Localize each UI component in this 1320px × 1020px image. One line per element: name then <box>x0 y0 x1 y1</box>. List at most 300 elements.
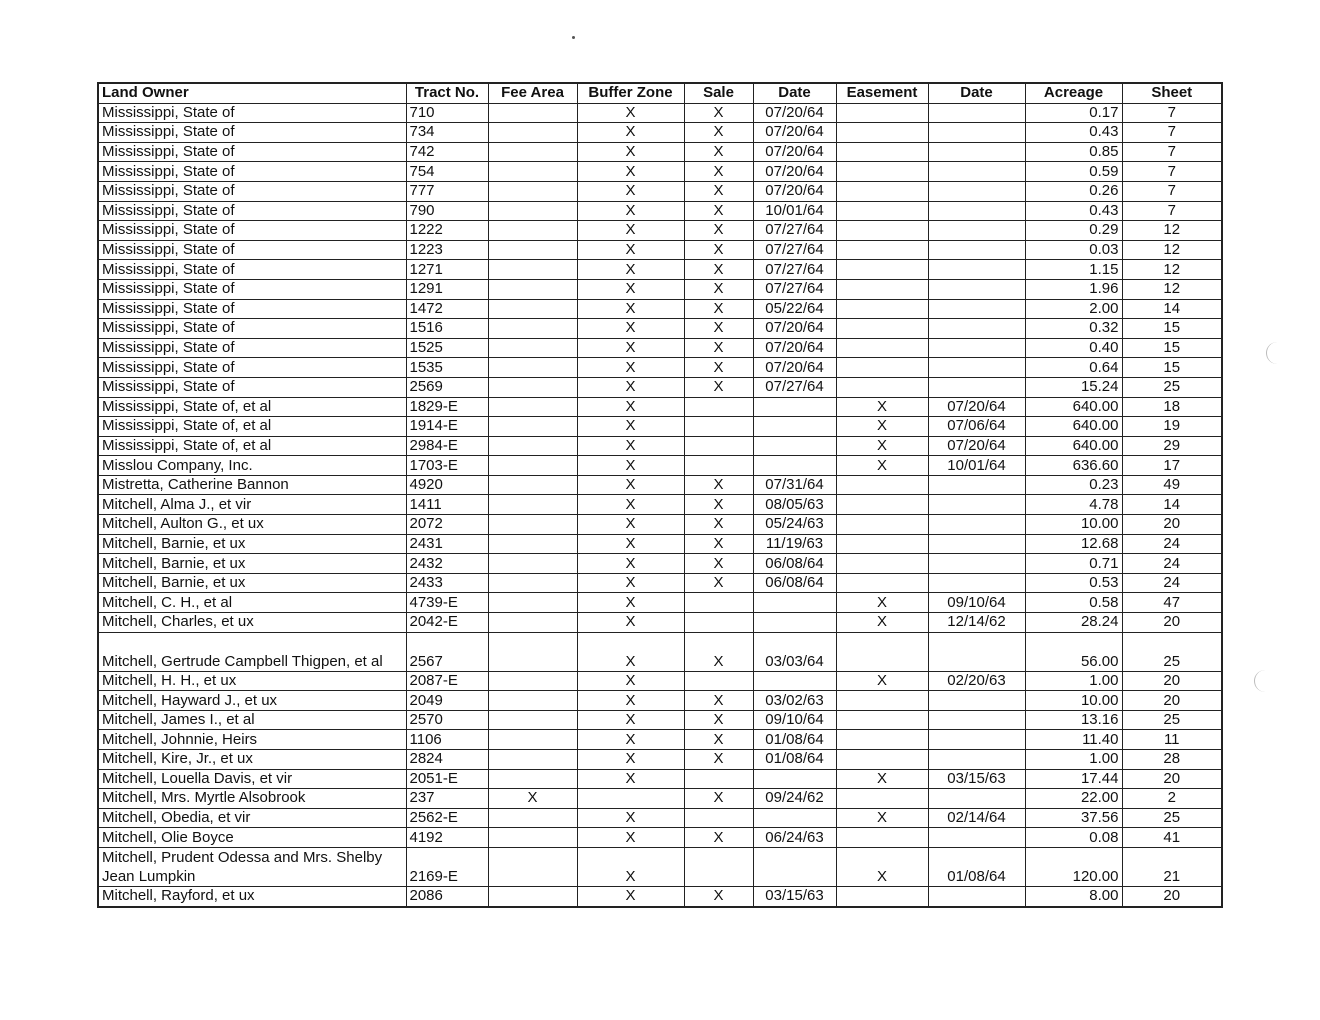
acreage-cell: 17.44 <box>1025 769 1122 789</box>
sheet-cell: 25 <box>1122 808 1222 828</box>
land-owner-cell: Mississippi, State of <box>98 260 406 280</box>
land-owner-cell: Mitchell, Obedia, et vir <box>98 808 406 828</box>
acreage-cell: 28.24 <box>1025 613 1122 633</box>
tract-no-cell: 754 <box>406 162 488 182</box>
sale-cell: X <box>684 338 753 358</box>
acreage-cell: 640.00 <box>1025 397 1122 417</box>
buffer-zone-cell: X <box>577 338 684 358</box>
sale-date-cell: 07/27/64 <box>753 260 836 280</box>
easement-cell <box>836 828 928 848</box>
sheet-cell: 25 <box>1122 632 1222 671</box>
sheet-cell: 7 <box>1122 201 1222 221</box>
sheet-cell: 25 <box>1122 377 1222 397</box>
table-row <box>98 397 1222 417</box>
easement-cell <box>836 886 928 906</box>
header-fee-area: Fee Area <box>488 83 577 103</box>
acreage-cell: 0.40 <box>1025 338 1122 358</box>
sale-cell: X <box>684 828 753 848</box>
acreage-cell: 0.29 <box>1025 221 1122 241</box>
table-row <box>98 730 1222 750</box>
buffer-zone-cell: X <box>577 456 684 476</box>
tract-no-cell: 4920 <box>406 475 488 495</box>
table-row <box>98 593 1222 613</box>
sale-cell: X <box>684 181 753 201</box>
buffer-zone-cell: X <box>577 730 684 750</box>
sheet-cell: 18 <box>1122 397 1222 417</box>
acreage-cell: 120.00 <box>1025 847 1122 886</box>
sale-cell: X <box>684 123 753 143</box>
fee-area-cell <box>488 201 577 221</box>
fee-area-cell <box>488 260 577 280</box>
fee-area-cell <box>488 515 577 535</box>
sale-cell <box>684 847 753 886</box>
tract-no-cell: 2431 <box>406 534 488 554</box>
land-owner-cell: Mitchell, Aulton G., et ux <box>98 515 406 535</box>
land-owner-cell: Mitchell, Prudent Odessa and Mrs. Shelby Jean Lumpkin <box>98 847 406 886</box>
table-row <box>98 181 1222 201</box>
fee-area-cell <box>488 279 577 299</box>
sale-cell: X <box>684 279 753 299</box>
sheet-cell: 7 <box>1122 162 1222 182</box>
sale-cell <box>684 417 753 437</box>
tract-no-cell: 710 <box>406 103 488 123</box>
land-owner-cell: Mitchell, Louella Davis, et vir <box>98 769 406 789</box>
header-acreage: Acreage <box>1025 83 1122 103</box>
table-row <box>98 456 1222 476</box>
easement-date-cell <box>928 750 1025 770</box>
sale-cell: X <box>684 886 753 906</box>
tract-no-cell: 2824 <box>406 750 488 770</box>
sale-date-cell: 07/20/64 <box>753 358 836 378</box>
table-row <box>98 358 1222 378</box>
easement-date-cell <box>928 181 1025 201</box>
table-row <box>98 299 1222 319</box>
fee-area-cell <box>488 181 577 201</box>
fee-area-cell <box>488 828 577 848</box>
tract-no-cell: 4739-E <box>406 593 488 613</box>
fee-area-cell <box>488 123 577 143</box>
sale-date-cell <box>753 436 836 456</box>
acreage-cell: 1.15 <box>1025 260 1122 280</box>
buffer-zone-cell: X <box>577 299 684 319</box>
acreage-cell: 0.17 <box>1025 103 1122 123</box>
sale-date-cell: 07/27/64 <box>753 279 836 299</box>
tract-no-cell: 2051-E <box>406 769 488 789</box>
acreage-cell: 0.08 <box>1025 828 1122 848</box>
acreage-cell: 0.71 <box>1025 554 1122 574</box>
sale-date-cell <box>753 417 836 437</box>
land-owner-cell: Mitchell, James I., et al <box>98 710 406 730</box>
sale-date-cell: 05/24/63 <box>753 515 836 535</box>
easement-date-cell <box>928 299 1025 319</box>
tract-no-cell: 2072 <box>406 515 488 535</box>
easement-cell <box>836 319 928 339</box>
sale-date-cell: 07/20/64 <box>753 162 836 182</box>
acreage-cell: 37.56 <box>1025 808 1122 828</box>
sheet-cell: 29 <box>1122 436 1222 456</box>
buffer-zone-cell: X <box>577 260 684 280</box>
sale-date-cell: 11/19/63 <box>753 534 836 554</box>
table-row <box>98 338 1222 358</box>
sheet-cell: 11 <box>1122 730 1222 750</box>
sale-cell: X <box>684 260 753 280</box>
table-row <box>98 632 1222 671</box>
sale-date-cell: 07/20/64 <box>753 103 836 123</box>
sale-date-cell <box>753 847 836 886</box>
easement-cell: X <box>836 436 928 456</box>
land-owner-cell: Mitchell, Gertrude Campbell Thigpen, et al <box>98 632 406 671</box>
easement-cell <box>836 221 928 241</box>
sheet-cell: 12 <box>1122 221 1222 241</box>
table-row <box>98 201 1222 221</box>
easement-cell <box>836 730 928 750</box>
easement-date-cell <box>928 710 1025 730</box>
easement-cell <box>836 201 928 221</box>
sheet-cell: 24 <box>1122 534 1222 554</box>
tract-no-cell: 2567 <box>406 632 488 671</box>
land-owner-cell: Mitchell, Kire, Jr., et ux <box>98 750 406 770</box>
land-owner-cell: Mistretta, Catherine Bannon <box>98 475 406 495</box>
tract-no-cell: 1291 <box>406 279 488 299</box>
sale-date-cell: 01/08/64 <box>753 730 836 750</box>
buffer-zone-cell: X <box>577 769 684 789</box>
fee-area-cell <box>488 319 577 339</box>
buffer-zone-cell: X <box>577 808 684 828</box>
sale-date-cell: 09/24/62 <box>753 789 836 809</box>
sheet-cell: 14 <box>1122 299 1222 319</box>
fee-area-cell <box>488 475 577 495</box>
sale-cell: X <box>684 632 753 671</box>
easement-date-cell <box>928 632 1025 671</box>
acreage-cell: 10.00 <box>1025 515 1122 535</box>
acreage-cell: 640.00 <box>1025 417 1122 437</box>
buffer-zone-cell: X <box>577 534 684 554</box>
sale-date-cell: 07/20/64 <box>753 142 836 162</box>
tract-no-cell: 237 <box>406 789 488 809</box>
acreage-cell: 11.40 <box>1025 730 1122 750</box>
easement-date-cell <box>928 828 1025 848</box>
land-owner-cell: Mitchell, Rayford, et ux <box>98 886 406 906</box>
sale-cell: X <box>684 554 753 574</box>
table-row <box>98 847 1222 886</box>
easement-cell <box>836 632 928 671</box>
fee-area-cell <box>488 769 577 789</box>
fee-area-cell <box>488 495 577 515</box>
tract-no-cell: 2049 <box>406 691 488 711</box>
fee-area-cell <box>488 671 577 691</box>
acreage-cell: 0.03 <box>1025 240 1122 260</box>
sale-cell: X <box>684 240 753 260</box>
sale-cell <box>684 613 753 633</box>
sheet-cell: 14 <box>1122 495 1222 515</box>
land-owner-cell: Mississippi, State of <box>98 240 406 260</box>
buffer-zone-cell: X <box>577 221 684 241</box>
easement-cell <box>836 377 928 397</box>
land-owner-cell: Mississippi, State of <box>98 201 406 221</box>
fee-area-cell <box>488 710 577 730</box>
table-row <box>98 377 1222 397</box>
buffer-zone-cell: X <box>577 397 684 417</box>
fee-area-cell <box>488 808 577 828</box>
fee-area-cell <box>488 240 577 260</box>
sale-date-cell: 07/20/64 <box>753 319 836 339</box>
tract-no-cell: 2984-E <box>406 436 488 456</box>
table-row <box>98 573 1222 593</box>
sheet-cell: 47 <box>1122 593 1222 613</box>
sale-cell: X <box>684 534 753 554</box>
buffer-zone-cell: X <box>577 162 684 182</box>
table-row <box>98 886 1222 906</box>
fee-area-cell <box>488 750 577 770</box>
land-owner-cell: Mitchell, Hayward J., et ux <box>98 691 406 711</box>
header-easement-date: Date <box>928 83 1025 103</box>
buffer-zone-cell: X <box>577 279 684 299</box>
fee-area-cell <box>488 142 577 162</box>
acreage-cell: 0.58 <box>1025 593 1122 613</box>
sale-cell: X <box>684 495 753 515</box>
header-sheet: Sheet <box>1122 83 1222 103</box>
sale-cell: X <box>684 162 753 182</box>
easement-date-cell: 09/10/64 <box>928 593 1025 613</box>
easement-date-cell <box>928 162 1025 182</box>
sale-date-cell: 03/02/63 <box>753 691 836 711</box>
header-easement: Easement <box>836 83 928 103</box>
land-owner-cell: Mitchell, Barnie, et ux <box>98 534 406 554</box>
buffer-zone-cell: X <box>577 142 684 162</box>
sale-cell <box>684 593 753 613</box>
sheet-cell: 20 <box>1122 515 1222 535</box>
buffer-zone-cell: X <box>577 632 684 671</box>
tract-no-cell: 2086 <box>406 886 488 906</box>
tract-no-cell: 2570 <box>406 710 488 730</box>
acreage-cell: 0.85 <box>1025 142 1122 162</box>
table-row <box>98 123 1222 143</box>
easement-date-cell <box>928 534 1025 554</box>
table-row <box>98 554 1222 574</box>
land-owner-cell: Mississippi, State of <box>98 181 406 201</box>
acreage-cell: 56.00 <box>1025 632 1122 671</box>
buffer-zone-cell: X <box>577 377 684 397</box>
buffer-zone-cell: X <box>577 613 684 633</box>
buffer-zone-cell: X <box>577 436 684 456</box>
easement-cell: X <box>836 417 928 437</box>
fee-area-cell: X <box>488 789 577 809</box>
land-owner-cell: Mississippi, State of <box>98 279 406 299</box>
table-row <box>98 417 1222 437</box>
sale-date-cell <box>753 456 836 476</box>
table-row <box>98 495 1222 515</box>
land-owner-cell: Mississippi, State of <box>98 162 406 182</box>
easement-cell: X <box>836 671 928 691</box>
easement-cell <box>836 162 928 182</box>
header-sale-date: Date <box>753 83 836 103</box>
buffer-zone-cell: X <box>577 710 684 730</box>
sheet-cell: 24 <box>1122 573 1222 593</box>
table-row <box>98 828 1222 848</box>
easement-date-cell: 02/20/63 <box>928 671 1025 691</box>
easement-date-cell <box>928 201 1025 221</box>
easement-cell: X <box>836 613 928 633</box>
sheet-cell: 41 <box>1122 828 1222 848</box>
table-row <box>98 162 1222 182</box>
sale-cell <box>684 671 753 691</box>
buffer-zone-cell: X <box>577 181 684 201</box>
land-owner-cell: Mississippi, State of <box>98 221 406 241</box>
tract-no-cell: 1535 <box>406 358 488 378</box>
tract-no-cell: 1222 <box>406 221 488 241</box>
fee-area-cell <box>488 613 577 633</box>
table-row <box>98 710 1222 730</box>
sheet-cell: 12 <box>1122 240 1222 260</box>
sale-cell <box>684 769 753 789</box>
fee-area-cell <box>488 456 577 476</box>
easement-date-cell <box>928 358 1025 378</box>
easement-date-cell: 10/01/64 <box>928 456 1025 476</box>
fee-area-cell <box>488 417 577 437</box>
sale-cell: X <box>684 377 753 397</box>
acreage-cell: 1.00 <box>1025 750 1122 770</box>
sheet-cell: 12 <box>1122 279 1222 299</box>
easement-date-cell: 01/08/64 <box>928 847 1025 886</box>
fee-area-cell <box>488 847 577 886</box>
tract-no-cell: 1411 <box>406 495 488 515</box>
sale-cell <box>684 436 753 456</box>
tract-no-cell: 2432 <box>406 554 488 574</box>
easement-cell <box>836 338 928 358</box>
acreage-cell: 0.23 <box>1025 475 1122 495</box>
easement-date-cell: 02/14/64 <box>928 808 1025 828</box>
land-owner-cell: Mitchell, H. H., et ux <box>98 671 406 691</box>
sale-cell: X <box>684 691 753 711</box>
easement-date-cell: 07/06/64 <box>928 417 1025 437</box>
easement-date-cell <box>928 338 1025 358</box>
buffer-zone-cell: X <box>577 495 684 515</box>
acreage-cell: 10.00 <box>1025 691 1122 711</box>
acreage-cell: 15.24 <box>1025 377 1122 397</box>
header-row <box>98 83 1222 103</box>
easement-cell <box>836 534 928 554</box>
land-owner-cell: Mitchell, Olie Boyce <box>98 828 406 848</box>
table-row <box>98 221 1222 241</box>
buffer-zone-cell: X <box>577 240 684 260</box>
sheet-cell: 7 <box>1122 123 1222 143</box>
fee-area-cell <box>488 886 577 906</box>
tract-no-cell: 2433 <box>406 573 488 593</box>
sheet-cell: 25 <box>1122 710 1222 730</box>
table-row <box>98 769 1222 789</box>
land-owner-cell: Mississippi, State of, et al <box>98 436 406 456</box>
sale-date-cell <box>753 671 836 691</box>
fee-area-cell <box>488 162 577 182</box>
sale-date-cell: 10/01/64 <box>753 201 836 221</box>
easement-cell <box>836 240 928 260</box>
easement-cell <box>836 358 928 378</box>
sale-cell: X <box>684 201 753 221</box>
easement-date-cell <box>928 377 1025 397</box>
land-owner-cell: Mitchell, Charles, et ux <box>98 613 406 633</box>
sale-date-cell: 06/24/63 <box>753 828 836 848</box>
land-owner-cell: Mitchell, Alma J., et vir <box>98 495 406 515</box>
fee-area-cell <box>488 103 577 123</box>
acreage-cell: 0.43 <box>1025 201 1122 221</box>
buffer-zone-cell: X <box>577 750 684 770</box>
sale-cell: X <box>684 475 753 495</box>
easement-date-cell <box>928 475 1025 495</box>
sheet-cell: 15 <box>1122 358 1222 378</box>
acreage-cell: 8.00 <box>1025 886 1122 906</box>
table-row <box>98 671 1222 691</box>
buffer-zone-cell: X <box>577 691 684 711</box>
easement-cell <box>836 123 928 143</box>
header-buffer-zone: Buffer Zone <box>577 83 684 103</box>
scan-speck <box>572 36 575 39</box>
easement-date-cell <box>928 142 1025 162</box>
easement-date-cell <box>928 554 1025 574</box>
table-row <box>98 436 1222 456</box>
tract-no-cell: 2042-E <box>406 613 488 633</box>
acreage-cell: 13.16 <box>1025 710 1122 730</box>
sheet-cell: 20 <box>1122 691 1222 711</box>
land-owner-cell: Mississippi, State of <box>98 123 406 143</box>
sheet-cell: 21 <box>1122 847 1222 886</box>
easement-date-cell <box>928 240 1025 260</box>
sale-date-cell <box>753 593 836 613</box>
sale-date-cell <box>753 613 836 633</box>
table-row <box>98 691 1222 711</box>
easement-date-cell <box>928 260 1025 280</box>
fee-area-cell <box>488 632 577 671</box>
table-row <box>98 475 1222 495</box>
easement-cell <box>836 103 928 123</box>
buffer-zone-cell: X <box>577 515 684 535</box>
acreage-cell: 0.43 <box>1025 123 1122 143</box>
easement-date-cell <box>928 123 1025 143</box>
tract-no-cell: 1271 <box>406 260 488 280</box>
sale-cell: X <box>684 789 753 809</box>
acreage-cell: 22.00 <box>1025 789 1122 809</box>
sheet-cell: 15 <box>1122 319 1222 339</box>
easement-date-cell <box>928 103 1025 123</box>
easement-cell <box>836 181 928 201</box>
easement-cell <box>836 279 928 299</box>
easement-cell: X <box>836 397 928 417</box>
sale-date-cell <box>753 808 836 828</box>
fee-area-cell <box>488 358 577 378</box>
land-owner-cell: Mitchell, Johnnie, Heirs <box>98 730 406 750</box>
sale-date-cell: 05/22/64 <box>753 299 836 319</box>
acreage-cell: 640.00 <box>1025 436 1122 456</box>
acreage-cell: 12.68 <box>1025 534 1122 554</box>
fee-area-cell <box>488 691 577 711</box>
sale-date-cell: 07/20/64 <box>753 181 836 201</box>
fee-area-cell <box>488 299 577 319</box>
sale-date-cell: 07/27/64 <box>753 221 836 241</box>
sheet-cell: 17 <box>1122 456 1222 476</box>
sale-date-cell: 01/08/64 <box>753 750 836 770</box>
tract-no-cell: 790 <box>406 201 488 221</box>
land-owner-cell: Mississippi, State of <box>98 377 406 397</box>
tract-no-cell: 1106 <box>406 730 488 750</box>
acreage-cell: 0.32 <box>1025 319 1122 339</box>
easement-date-cell <box>928 573 1025 593</box>
table-row <box>98 240 1222 260</box>
easement-date-cell <box>928 691 1025 711</box>
sheet-cell: 49 <box>1122 475 1222 495</box>
fee-area-cell <box>488 554 577 574</box>
easement-cell <box>836 299 928 319</box>
fee-area-cell <box>488 397 577 417</box>
buffer-zone-cell: X <box>577 123 684 143</box>
